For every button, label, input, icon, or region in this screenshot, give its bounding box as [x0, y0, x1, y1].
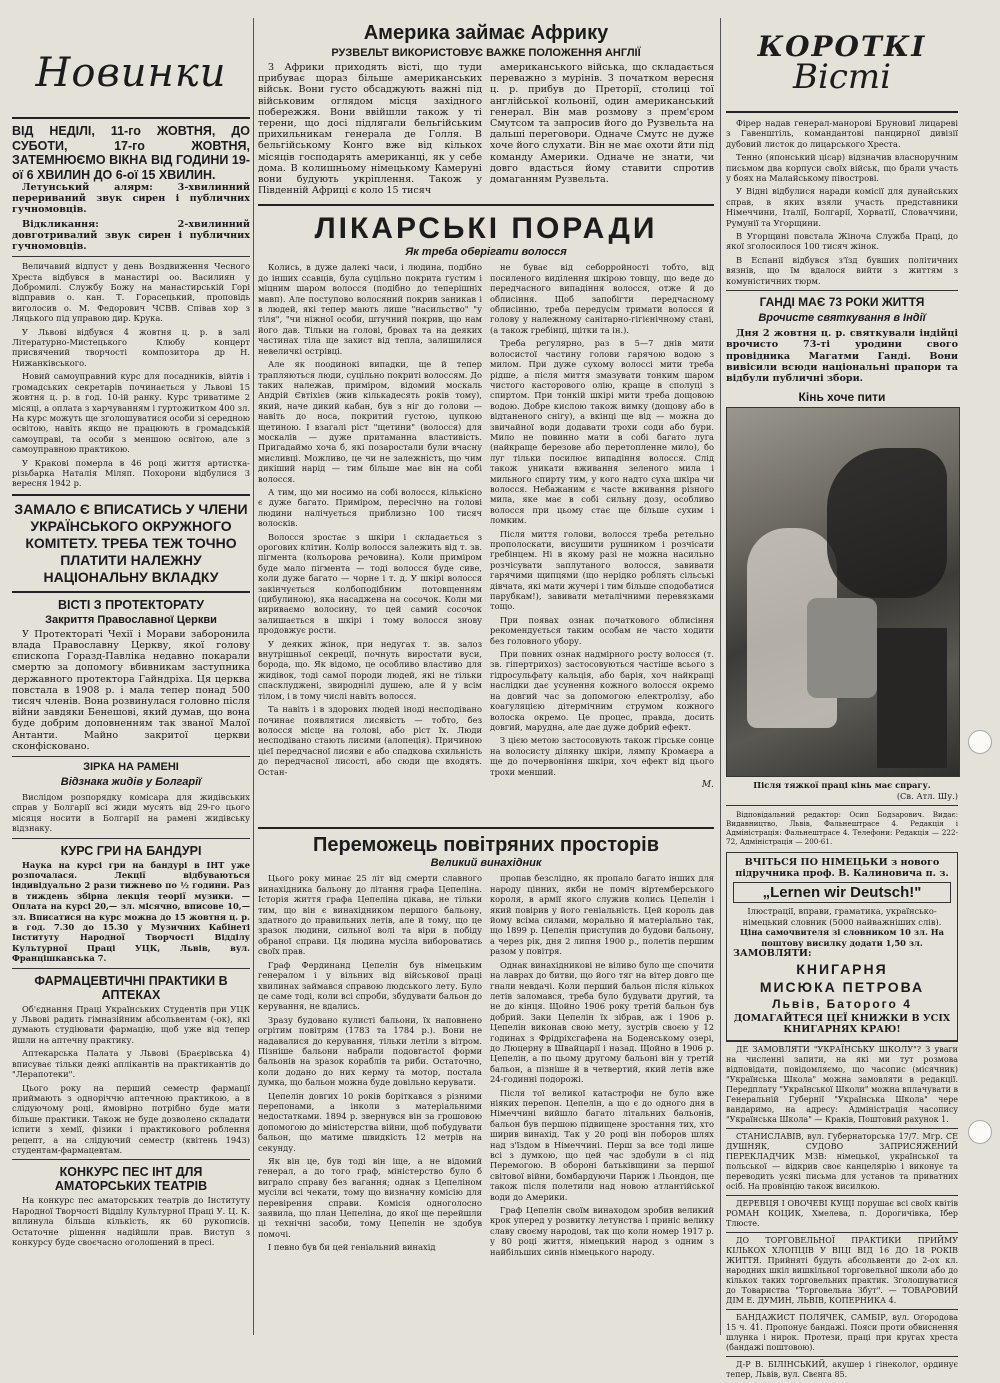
news-item: Новий самоуправний курс для посадників, війтів і громадських секретарів починається у Львові 15 жовтня ц. р. в год. 10-ій ранку. Курс триватиме 2 місяці, а оплата з харчуванням і гуртожитком 400 зл. На курс можуть ще зголошуватися особи зі середною освітою, навіть якщо не працюють в громадській самоуправі, та особи з меншою освітою, але з самоуправною практикою.: [12, 371, 250, 455]
ad-order-label: ЗАМОВЛЯТИ:: [733, 947, 812, 959]
pharmacy-text: Об'єднання Праці Українських Студентів при УЦК у Львові радить гімназійним абсольвентам (-ок), які думають студіювати фармацію, щоб уже від тепер йшли на аптечну практику.: [12, 1003, 250, 1045]
article-paragraph: Але як поодинокі випадки, ще й тепер трапляються люди, суцільно покриті волоссям. До таких належав, приміром, відомий москаль Андрій Євтіхієв (жив кількадесять років тому), який, наче дикий кабан, був з ніг до голови — навіть до носа, покритий густою, цупкою щетиною. І взагалі ріст "щетини" (волосся) для москалів — дуже притаманна властивість. Пригадаймо хоча б, які позаростали були вчасну мисливці. Можливо, це чи не залежність, що чим дикіший нарід — тим більше має він на собі волосся.: [258, 359, 482, 484]
horse-drinking-photo: [726, 407, 960, 777]
article-paragraph: Як він це, був тоді він іще, а не відомий генерал, а до того граф, міністерство було б виграло справу без вагання; однак з Цепеліном мусіли всі чекати, тому що визначну комісію для перевірення справи. Комісія одноголосно заявила, що план Цепеліна, до якої ще перейшли ці технічні засоби, тому Цепелін не здобув помочі.: [258, 1156, 482, 1239]
article-paragraph: Та навіть і в здорових людей іноді несподівано починає появлятися лисявість — тобто, без волосся місце на голові, або ріст їх. Люди несподівано стають лисими (алопеція). Причиною цієї передчасної лисяви є або спадкова схильність до передчасної лисості, або сюди ще входять. Остан-: [258, 704, 482, 777]
zeppelin-article: [258, 873, 714, 1260]
masthead-korotki: КОРОТКІ: [757, 30, 927, 63]
brief-news-item: У Відні відбулися наради комісії для дунайських справ, в яких взяли участь представники Німеччини, Італії, Болгарії, Хорватії, Словаччини, Румунії та Угорщини.: [726, 186, 958, 228]
contest-headline: КОНКУРС ПЕС ІНТ ДЛЯ АМАТОРСЬКИХ ТЕАТРІВ: [54, 1165, 208, 1194]
ad-book-title: „Lernen wir Deutsch!": [733, 882, 951, 903]
blackout-notice: ВІД НЕДІЛІ, 11-го ЖОВТНЯ, ДО СУБОТИ, 17-го ЖОВТНЯ, ЗАТЕМНЮЄМО ВІКНА ВІД ГОДИНИ 19-ої 6 ХВИЛИН ДО 6-ої 15 ХВИЛИН.: [12, 124, 250, 182]
article-paragraph: І певно був би цей геніальний винахід: [268, 1242, 436, 1253]
africa-text: З Африки приходять вісті, що туди прибуває щораз більше американських військ. Вони густо обсаджують важні під військовим оглядом місця західного побережжя. Вони ввійшли також у ті терени, що досі підлягали бельгійським прихильникам генерала де Голля. В бельгійському Конго вже від кількох місяців господарять американці, як у себе дома. В колишньому німецькому Камеруні вони будують укріплення. Також у Південній Африці є коло 15 тисяч: [258, 62, 482, 197]
column-rule: [720, 18, 721, 1335]
punch-hole: [968, 730, 992, 754]
news-item: У Львові відбувся 4 жовтня ц. р. в залі Літературно-Мистецького Клюбу концерт присвячений творчості композитора др Н. Нижанківського.: [12, 326, 250, 368]
article-paragraph: У деяких жінок, при недугах т. зв. залоз внутрішньої секреції, почнуть виростати вуси, борода, що. Як відомо, це особливо властиво для жидівок, тоді самої породи людей, які не тільки спасклуджені, звироднілі душею, але й у всім тілом, і в тому числі навіть волосся.: [258, 638, 482, 701]
article-paragraph: Граф Цепелін своїм винаходом зробив великий крок уперед у розвитку летунства і приніс велику славу своєму народові, так що коли номер 1917 р. у 80 році життя, німецький народ з одним з найбільших синів німецького народу.: [490, 1205, 714, 1257]
left-column: [12, 0, 250, 1250]
zirka-headline: ЗІРКА НА РАМЕНІ: [83, 760, 179, 773]
zirka-text: Вислідом розпорядку комісара для жидівських справ у Болгарії всі жиди мусять від 29-го цього місяця носити в Болгарії на рамені жидівську відзнаку.: [12, 791, 250, 834]
africa-subheadline: РУЗВЕЛЬТ ВИКОРИСТОВУЄ ВАЖКЕ ПОЛОЖЕННЯ АНГЛІЇ: [331, 47, 641, 59]
zeppelin-headline: Переможець повітряних просторів: [312, 834, 660, 857]
right-column: [726, 0, 958, 1383]
medical-advice-headline: ЛІКАРСЬКІ ПОРАДИ: [314, 212, 658, 246]
africa-text: американського війська, що складається переважно з мурінів. З початком вересня ц. р. прибув до Преторії, столиці тої англійської кольонії, один американський генерал. Він мав розмову з прем'єром Смутсом та запросив його до Рузвельта на дальші переговори. Одначе Смутс не дуже хоче його слухати. Він не має охоти йти під команду Америки. Одначе не знати, чи довго вдасться йому ставити спротив домаганням Рузвельта.: [490, 62, 714, 186]
committee-appeal-box: ЗАМАЛО Є ВПИСАТИСЬ У ЧЛЕНИ УКРАЇНСЬКОГО ОКРУЖНОГО КОМІТЕТУ. ТРЕБА ТЕЖ ТОЧНО ПЛАТИТИ НАЛЕЖНУ НАЦІОНАЛЬНУ ВКЛАДКУ: [14, 500, 248, 585]
ad-shop-name: КНИГАРНЯ: [796, 961, 888, 978]
article-paragraph: При появах ознак початкового облисіння рекомендується таким особам не часто ходити без головного убору.: [490, 614, 714, 646]
pharmacy-text: Цього року на перший семестр фармації приймають з одноріччю аптечною практикою, а в слідуючому році, ймовірно потрібно буде мати більше практики. Також не буде дозволено складати іспити з хемії, фізики і практикового роблення рецепт, а на слідуючий семестр (квітень 1943) студентам-фармацевтам.: [12, 1082, 250, 1155]
zirka-subheadline: Відзнака жидів у Болгарії: [60, 775, 202, 788]
gandhi-subheadline: Врочисте святкування в Індії: [758, 312, 926, 325]
article-paragraph: Граф Фердинанд Цепелін був німецьким генералом і у вільних від військової праці хвилинах займався справою людського лету. Було це саме тоді, коли всі спроби, збудувати бальон до керування, не вдались.: [258, 959, 482, 1012]
protectorate-headline: ВІСТІ З ПРОТЕКТОРАТУ: [58, 597, 204, 612]
ad-price: Ціна самочвителя зі словником 10 зл. На поштову висилку додати 1,50 зл.: [740, 927, 944, 948]
article-paragraph: Треба регулярно, раз в 5—7 днів мити волосистої частину голови гарячою водою з милом. При дуже сухому волоссі мити треба рідше, а після миття змазувати тонким шаром чистого касторового олію, краще в сполуці з спиртом. При тонкій шкірі мити треба дощовою водою. Добре кислою також вимку (дощову або в відтаненого снігу), а вкінці ще від — можна до звичайної води додавати трохи соди або бури. Мило не повинно мати в собі багато луга (найкраще березове або перетопленне мило), бо луг тільки посилює випадіння волосся. Слід також уникати вживання зеленого мила і мильного спирту тим, у кого надто суха шкіра чи волосся. Небажаним є часте вживання різного мила, яке має в собі сильну дозу, особливо волосся при цьому стає ще більше сухим і ломким.: [490, 338, 714, 526]
editorial-imprint: Відповідальний редактор: Осип Бодзарович. Видає: Видавництво, Львів, Фальнештрасе 4. Редакція і Адміністрація: Фальнештрасе 4. Телефони: Редакція — 222-72, Адміністрація — 200-61.: [726, 809, 958, 846]
classified-ad: ДЕ ЗАМОВЛЯТИ "УКРАЇНСЬКУ ШКОЛУ"? З уваги на численні запити, на які ми тут розмова відповідати, повідомляємо, що часопис (місячник) "Українська Школа" можна замовляти в редакції. Передплату "Української Школи" можна вплачувати в Генеральній Губернії "Українська Школа" чере вандаримо, на адресу: Адміністрація часопису "Українська Школа" — Краків, Поштовий рахунок 1.: [726, 1041, 958, 1128]
gandhi-text: Дня 2 жовтня ц. р. святкували індійці врочисто 73-ті уродини свого провідника Магатми Ганді. Вони вивісили всюди національні прапори та відбули публичні збори.: [726, 328, 958, 384]
middle-column: [258, 0, 714, 1260]
news-item: Величавий відпуст у день Воздвиження Чесного Хреста відбувся в манастирі оо. Василиян у Добромилі. Службу Божу на манастирській Горі відправив о. кан. Т. Горасецький, проповідь виголосив о. М. Федорович ЧСВВ. Співав хор з Ляцького під управою дир. Крука.: [12, 261, 250, 324]
article-paragraph: Після тої великої катастрофи не було вже ніяких перепон. Цепелін, а що є до одного дня в Німеччині вийшло багато літальних бальонів, бальон був першою підвищене зростання тих, хто ширив винахід. Так у 20 році він поборов шлях над з'їздом в Німеччині. Перш за все тоді лише всі з думкою, що цей час здобули в сі під Перемогою. В обороні батьківщини за першої світової війни, бомбардуючи Париж і Льондон, ще також після полетили над новою атлантійської води до Америки.: [490, 1087, 714, 1202]
classified-ad: ДЕРЕВЦЯ І ОВОЧЕВІ КУЩІ порушає всі своїх квітів РОМАН КОЦИК, Хмелева, п. Дорогичівка, Ібер Тлюсте.: [726, 1195, 958, 1232]
brief-news-item: В Еспанії відбувся з'їзд бувших політичних вязнів, що їм вдалося вийти з життям з комуністичних тюрм.: [726, 254, 958, 286]
air-alarm-notice: Летунський алярм: 3-хвилинний перериваний звук сирен і публичних гучномовців.: [12, 182, 250, 216]
ad-shop-address: Львів, Баторого 4: [772, 997, 912, 1012]
article-paragraph: Цього року минає 25 літ від смерти славного винахідника бальону до літання графа Цепеліна. Історія життя графа Цепеліна цікава, не тільки тим, що він є винахідником першого бальону, здатного до правильних летів, але й тому, що це зразок людини, сильної волі та віри в побіду обраної справи. Ця людина мусіла вибороватись своїх прав.: [258, 873, 482, 957]
masthead-visti: Вісті: [792, 57, 891, 97]
ad-intro: ВЧІТЬСЯ ПО НІМЕЦЬКИ з нового підручника проф. В. Калиновича п. з.: [735, 856, 949, 880]
protectorate-text: У Протектораті Чехії і Морави заборонила влада Православну Церкву, якої голову єпископа Горазд-Павліка недавно покарали смертю за допомогу вбивникам заступника державного протектора Гайндріха. Ця церква повстала в 1908 р. і мала тепер понад 500 тисяч членів. Вона розвинулася головно після війни завдяки Бенешові, який думав, що вона буде добрим доповненням так званої Малої Антанти. Майно закритої церкви сконфісковано.: [12, 628, 250, 752]
article-paragraph: При повних ознак надмірного росту волосся (т. зв. гіпертрихоз) застосовуються частіше всього з гідросульфату кальція, або барія, хоч найкращі наслідки дає усунення кожного волосся окремо на довгий час за допомогою електролізу, або коагуляцією дітермічним струмом кожного волоска окремо. Це процес, правда, досить довгий, марудна, але дає дуже добрий ефект.: [490, 649, 714, 732]
article-paragraph: Зразу будовано кулисті бальони, їх наповнено огрітим повітрям (1783 та 1784 р.). Вони не надавалися до керування, тільки летіли з вітром. Пізніше бальони набрали подовгастої форми бальонів на зразок кораблів та риби. Остаточно, коли додано до них керму та мотор, постала думка, що бальон можна буде довільно керувати.: [258, 1014, 482, 1088]
ad-shop-call: ДОМАГАЙТЕСЯ ЦЕЇ КНИЖКИ В УСІХ КНИГАРНЯХ КРАЮ!: [733, 1013, 951, 1036]
classified-ad: ДО ТОРГОВЕЛЬНОЇ ПРАКТИКИ ПРИЙМУ КІЛЬКОХ ХЛОПЦІВ У ВІЦІ ВІД 16 ДО 18 РОКІВ ЖИТТЯ. Прийняті будуть абсольвенти до 2-ох кл. народних шкіл вишкільної торговельної школи або до кількох таких торговельних практик. Зголошуватися до Товариства "Торговельна Збут". — ТОВАРОВИЙ ДІМ Е. ДУМИН, ЛЬВІВ, КОПЕРНИКА 4.: [726, 1232, 958, 1309]
protectorate-subheadline: Закриття Православної Церкви: [45, 613, 217, 626]
photo-headline: Кінь хоче пити: [798, 390, 886, 405]
article-paragraph: З цією метою застосовують також гірське сонце на волосисту ділянку шкіри, лямпу Кромаєра а ще до почервоніння шкіри, хоч ефект від цього трохи менший.: [490, 735, 714, 777]
brief-news-item: В Угорщині повстала Жіноча Служба Праці, до якої зголосилося 100 тисяч жінок.: [726, 231, 958, 252]
lernen-wir-deutsch-ad: [726, 852, 958, 1041]
masthead-novynky: Новинки: [35, 50, 227, 96]
article-paragraph: не буває від себорройності тобто, від посиленого виділення шкірою товщу, що веде до передчасного випадіння волосся, отже й до облисіння. Щоб запобігти передчасному облисінню, треба передусім тримати волосся й голову у належному санітарно-гігієнічному стані, (а також гребінці, щітки та ін.).: [490, 262, 714, 335]
contest-text: На конкурс пес аматорських театрів до Інституту Народної Творчості Відділу Культурної Праці У. Ц. К. вплинула більша кількість, як 60 рукописів. Остаточне рішення надійшли прав. Виступ з конкурсу буде своєчасно оголошений в пресі.: [12, 1195, 250, 1247]
article-paragraph: Колись, в дуже далекі часи, і людина, подібно до інших ссавців, була суцільно покрита густим і міцним шаром волосся (подібно до теперішніх мавп). Але поступово волосяний покрив заникав і в людей, які тепер мають лише "насильство" "у тіля", "чи ніжної особи, штучний покрив, що нам його дав. Тільки на голові, бровах та на деяких частинах тіла ще захист від тепла, залишилися невеличкі острівці.: [258, 262, 482, 356]
ad-description: Ілюстрації, вправи, граматика, українсько-німецький словник (5000 найважніших слів).: [742, 906, 942, 927]
article-paragraph: Волосся зростає з шкіри і складається з орогових клітин. Колір волосся залежить від т. зв. пігмента (кольорова речовина). Коли приміром буде мало пігмента — тоді волосся буде сиве, коли дуже багато — чорне і т. д. У шкірі волосся закінчується колбоподібним потовщенням (цибулиною), яка насаджена на сосочок. Коли ми вириваємо волосину, то цей самий сосочок залишається в шкірі і тому волосся знову продовжує рости.: [258, 531, 482, 636]
africa-headline: Америка займає Африку: [363, 22, 609, 44]
punch-hole: [968, 1120, 992, 1144]
author-signature: М.: [701, 779, 714, 790]
ad-shop-owner: МИСЮКА ПЕТРОВА: [759, 979, 925, 996]
classified-ad: БАНДАЖИСТ ПОЛЯЧЕК, САМБІР, вул. Огородова 15 ч. 41. Пропонує бандажі. Пояси проти обвиснення шлунка і нирок. Протези, праці при кругах хреста (бандажі поштовою).: [726, 1309, 958, 1356]
article-paragraph: пропав безслідно, як пропало багато інших для народу цінних, якби не поміч віртемберського короля, в армії якого служив колись Цепелін і який повірив у його геніальність. Цей король дав йому всіма силами, морально й матеріально так, що 1899 р. Цепелін приступив до будови бальону, а через рік, дня 2 липня 1900 р., полетів першим разом у повітря.: [490, 873, 714, 957]
zeppelin-subheadline: Великий винахідник: [430, 857, 542, 870]
brief-news-item: Фірер надав генерал-манорові Бруновиї лицареві з Гавенштіль, командантові панцирної дивізії дубовий листок до лицарського Хреста.: [726, 118, 958, 149]
classified-ad: СТАНИСЛАВІВ, вул. Губернаторська 17/7. Мгр. СЕ ДУШНЯК, СУДОВО ЗАПРИСЯЖЕНИЙ ПЕРЕКЛАДЧИК МЗВ: німецької, української та польської — відкрив своє канцелярію і виконує та переводить усякі письма для установ та приватних осіб. На провінцію також висилкою.: [726, 1128, 958, 1195]
africa-article: [258, 62, 714, 199]
bandura-course-headline: КУРС ГРИ НА БАНДУРІ: [60, 843, 202, 858]
article-paragraph: Однак винахідникові не віливо було ще спочити на лаврах до битви, що його тяг на вітер довго ще гнали невдачі. Коли перший бальон після кількох летів заломався, треба було будувати другий, та не до кінця. Щойно 1906 року третій бальон був добрий. Заки Цепелін їх зібрав, аж і 1906 р. Цепелін виконав свою мету, зустрів своєю у 12 годинах з Фрідріхсгафена на Боденському озері, до Люцерну в Швайцарії і назад. Щойно в 1906 р. Цепелін, а по цьому другому бальоні він у третій бальон, а пізніше й в четвертий, який летів вже 24-годинні подорожі.: [490, 959, 714, 1085]
medical-advice-subheadline: Як треба оберігати волосся: [405, 246, 567, 259]
photo-caption: Після тяжкої праці кінь має спрагу.: [753, 780, 931, 791]
gandhi-headline: ГАНДІ МАЄ 73 РОКИ ЖИТТЯ: [759, 295, 925, 310]
brief-news-item: Тенно (японський цісар) відзначив власноручним письмом два корпуси своїх військ, що брали участь у боях на Малайському півострові.: [726, 152, 958, 184]
pharmacy-headline: ФАРМАЦЕВТИЧНІ ПРАКТИКИ В АПТЕКАХ: [34, 973, 228, 1002]
bandura-course-text: Наука на курсі гри на бандурі в ІНТ уже розпочалася. Лекції відбуваються індивідуально 2 рази тижнево по ½ години. Раз в тиждень збірна лекція теорії музики. — Оплата на курсі 20,— зл. місячно, вписове 10,— зл. Вписатися на курс можна до 15 жовтня ц. р. в год. 7.30 до 15.30 у Музичних Кабінеті Інституту Народної Творчості Відділу Культурної Праці УЦК, Львів, вул. Францішканська 7.: [12, 859, 250, 964]
article-paragraph: Цепелін довгих 10 років боріткався з різними перепонами, а інколи з матеріальними недостатками. 1894 р. звернувся він за грошовою допомогою до міністерства війни, щоб побудувати бальон, що матиме швидкість 12 метрів на секунду.: [258, 1090, 482, 1153]
article-paragraph: А тим, що ми носимо на собі волосся, кількісно є дуже багато. Приміром, пересічно на голові людини налічується приблизно 100 тисяч волосків.: [258, 486, 482, 529]
classified-ad: Д-Р В. БІЛІНСЬКИЙ, акушер і гінеколог, ординує тепер, Львів, вул. Свєнга 85.: [726, 1356, 958, 1383]
photo-credit: (Св. Атл. Шу.): [896, 790, 958, 801]
news-item: У Кракові померла в 46 році життя артистка-різьбарка Наталія Міляп. Похорони відбулися 3 вересня 1942 р.: [12, 457, 250, 489]
column-rule: [253, 18, 254, 1335]
recall-notice: Відкликання: 2-хвилинний довготривалий звук сирен і публичних гучномовців.: [12, 218, 250, 253]
pharmacy-text: Аптекарська Палата у Львові (Браєрівська 4) вписуває тільки деякі аплікантів на практикантів до "Лерапотеки".: [12, 1048, 250, 1080]
article-paragraph: Після миття голови, волосся треба ретельно прополоскати, висушити рушником і розчісати гребінцем. Ні в якому разі не можна насильно розчісувати заплутаного волосся, завивати гарячими щипцями (що нерідко роблять сільські дівчата, які мати жучері і тим більше сподобатися парубкам!), завивати металічними перевязками тощо.: [490, 528, 714, 612]
medical-advice-article: [258, 262, 714, 822]
